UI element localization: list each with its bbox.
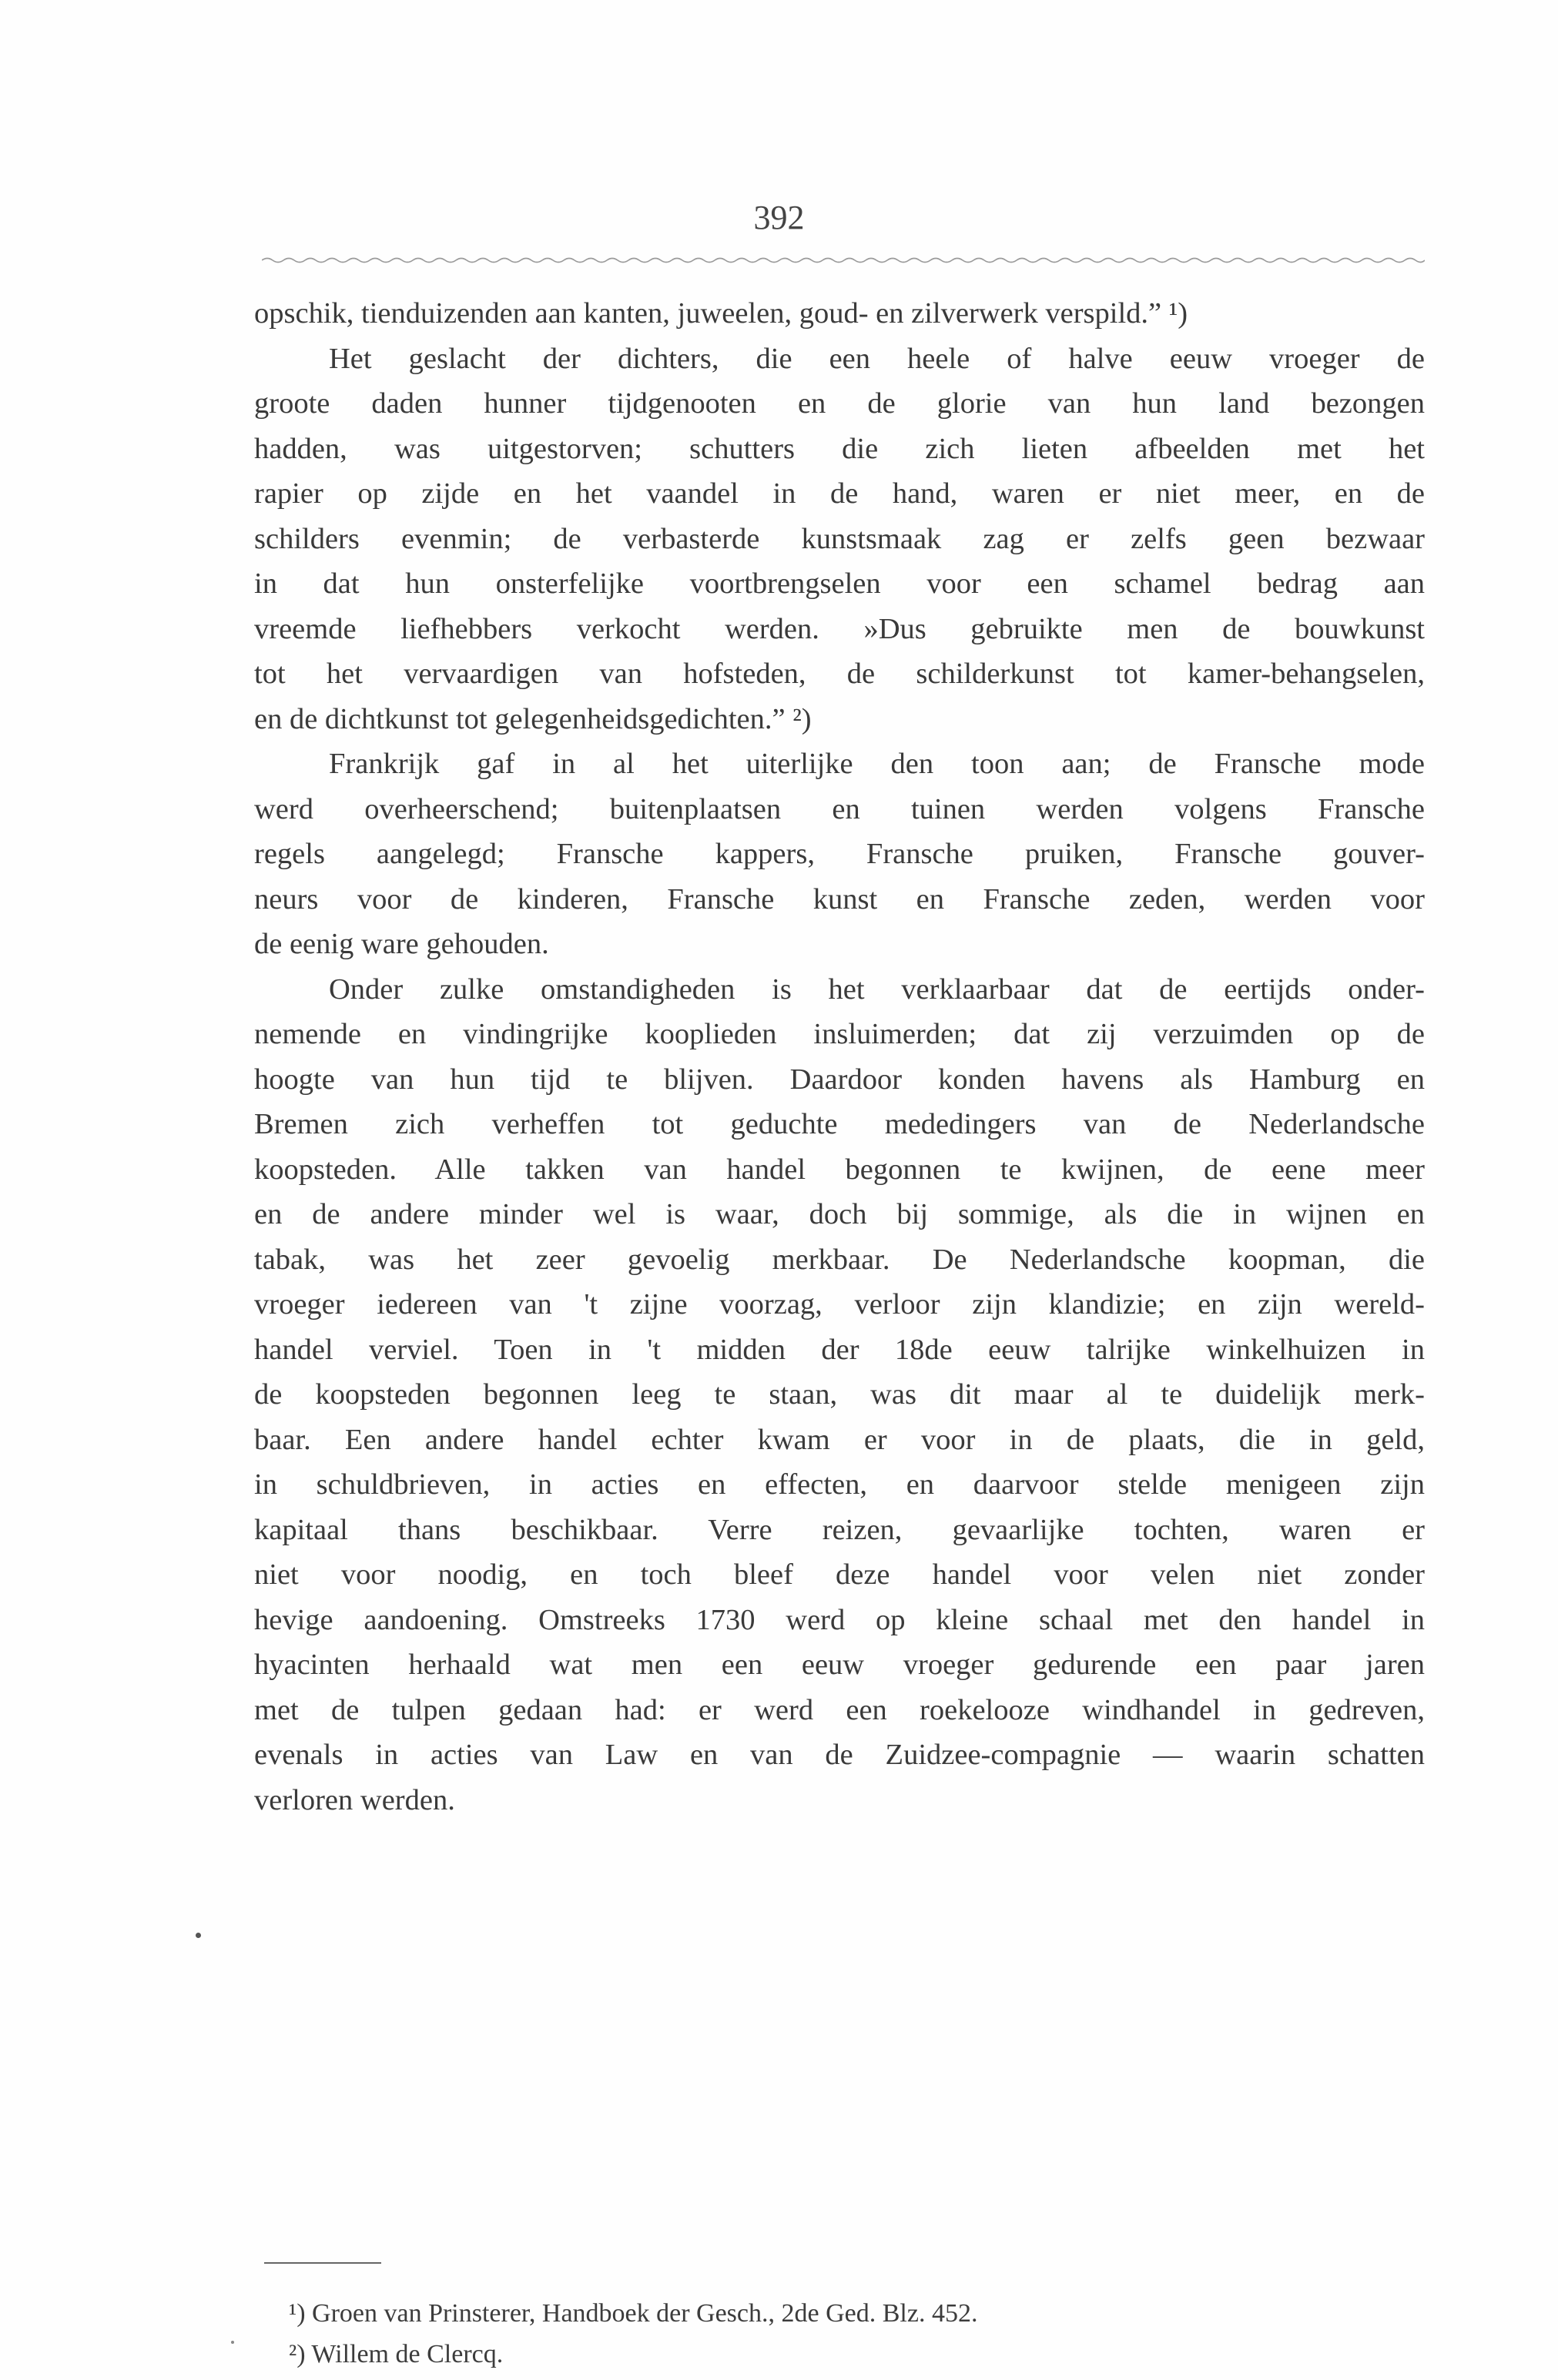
- text-line: handel verviel. Toen in 't midden der 18de eeuw talrijke winkelhuizen in: [254, 1333, 1425, 1366]
- text-line: Het geslacht der dichters, die een heele of halve eeuw vroeger de: [329, 342, 1425, 375]
- text-line: evenals in acties van Law en van de Zuidzee-compagnie — waarin schatten: [254, 1739, 1425, 1771]
- page-number: 392: [753, 199, 805, 236]
- text-line: nemende en vindingrijke kooplieden insluimerden; dat zij verzuimden op de: [254, 1018, 1425, 1050]
- margin-mark: [196, 1933, 201, 1938]
- footnotes: [289, 2293, 1367, 2375]
- text-line: groote daden hunner tijdgenooten en de glorie van hun land bezongen: [254, 387, 1425, 420]
- text-line: regels aangelegd; Fransche kappers, Fransche pruiken, Fransche gouver-: [254, 838, 1425, 870]
- text-line: hadden, was uitgestorven; schutters die zich lieten afbeelden met het: [254, 432, 1425, 465]
- footnote-rule: [264, 2262, 381, 2264]
- header-wavy-rule: [262, 256, 1425, 264]
- text-line: in dat hun onsterfelijke voortbrengselen voor een schamel bedrag aan: [254, 567, 1425, 600]
- text-line: baar. Een andere handel echter kwam er voor in de plaats, die in geld,: [254, 1423, 1425, 1456]
- text-line: verloren werden.: [254, 1783, 455, 1816]
- text-line: en de dichtkunst tot gelegenheidsgedichten.” ²): [254, 702, 812, 735]
- footnote: ²) Willem de Clercq.: [289, 2340, 504, 2368]
- text-line: tabak, was het zeer gevoelig merkbaar. De Nederlandsche koopman, die: [254, 1243, 1425, 1276]
- text-line: vreemde liefhebbers verkocht werden. »Dus gebruikte men de bouwkunst: [254, 612, 1425, 645]
- text-line: werd overheerschend; buitenplaatsen en tuinen werden volgens Fransche: [254, 792, 1425, 825]
- text-line: hevige aandoening. Omstreeks 1730 werd op kleine schaal met den handel in: [254, 1603, 1425, 1636]
- text-line: in schuldbrieven, in acties en effecten, en daarvoor stelde menigeen zijn: [254, 1468, 1425, 1501]
- text-line: tot het vervaardigen van hofsteden, de schilderkunst tot kamer-behangselen,: [254, 658, 1425, 690]
- text-line: en de andere minder wel is waar, doch bij sommige, als die in wijnen en: [254, 1198, 1425, 1230]
- text-line: Frankrijk gaf in al het uiterlijke den toon aan; de Fransche mode: [329, 748, 1425, 780]
- text-line: neurs voor de kinderen, Fransche kunst en Fransche zeden, werden voor: [254, 882, 1425, 916]
- text-line: hyacinten herhaald wat men een eeuw vroeger gedurende een paar jaren: [254, 1649, 1425, 1681]
- text-line: opschik, tienduizenden aan kanten, juweelen, goud- en zilverwerk verspild.” ¹): [254, 297, 1188, 330]
- text-line: Bremen zich verheffen tot geduchte mededingers van de Nederlandsche: [254, 1108, 1425, 1140]
- text-line: niet voor noodig, en toch bleef deze handel voor velen niet zonder: [254, 1558, 1425, 1591]
- text-line: koopsteden. Alle takken van handel begonnen te kwijnen, de eene meer: [254, 1153, 1425, 1186]
- margin-speck: [231, 2341, 234, 2344]
- footnote: ¹) Groen van Prinsterer, Handboek der Gesch., 2de Ged. Blz. 452.: [289, 2299, 978, 2328]
- text-line: Onder zulke omstandigheden is het verklaarbaar dat de eertijds onder-: [329, 972, 1425, 1006]
- text-line: met de tulpen gedaan had: er werd een roekelooze windhandel in gedreven,: [254, 1693, 1425, 1726]
- body-text: [254, 291, 1425, 1823]
- text-line: vroeger iedereen van 't zijne voorzag, verloor zijn klandizie; en zijn wereld-: [254, 1288, 1425, 1321]
- text-line: de koopsteden begonnen leeg te staan, was dit maar al te duidelijk merk-: [254, 1378, 1425, 1411]
- text-line: de eenig ware gehouden.: [254, 928, 549, 960]
- text-line: kapitaal thans beschikbaar. Verre reizen, gevaarlijke tochten, waren er: [254, 1513, 1425, 1546]
- text-line: rapier op zijde en het vaandel in de hand, waren er niet meer, en de: [254, 477, 1425, 510]
- text-line: schilders evenmin; de verbasterde kunstsmaak zag er zelfs geen bezwaar: [254, 522, 1425, 555]
- text-line: hoogte van hun tijd te blijven. Daardoor konden havens als Hamburg en: [254, 1063, 1425, 1096]
